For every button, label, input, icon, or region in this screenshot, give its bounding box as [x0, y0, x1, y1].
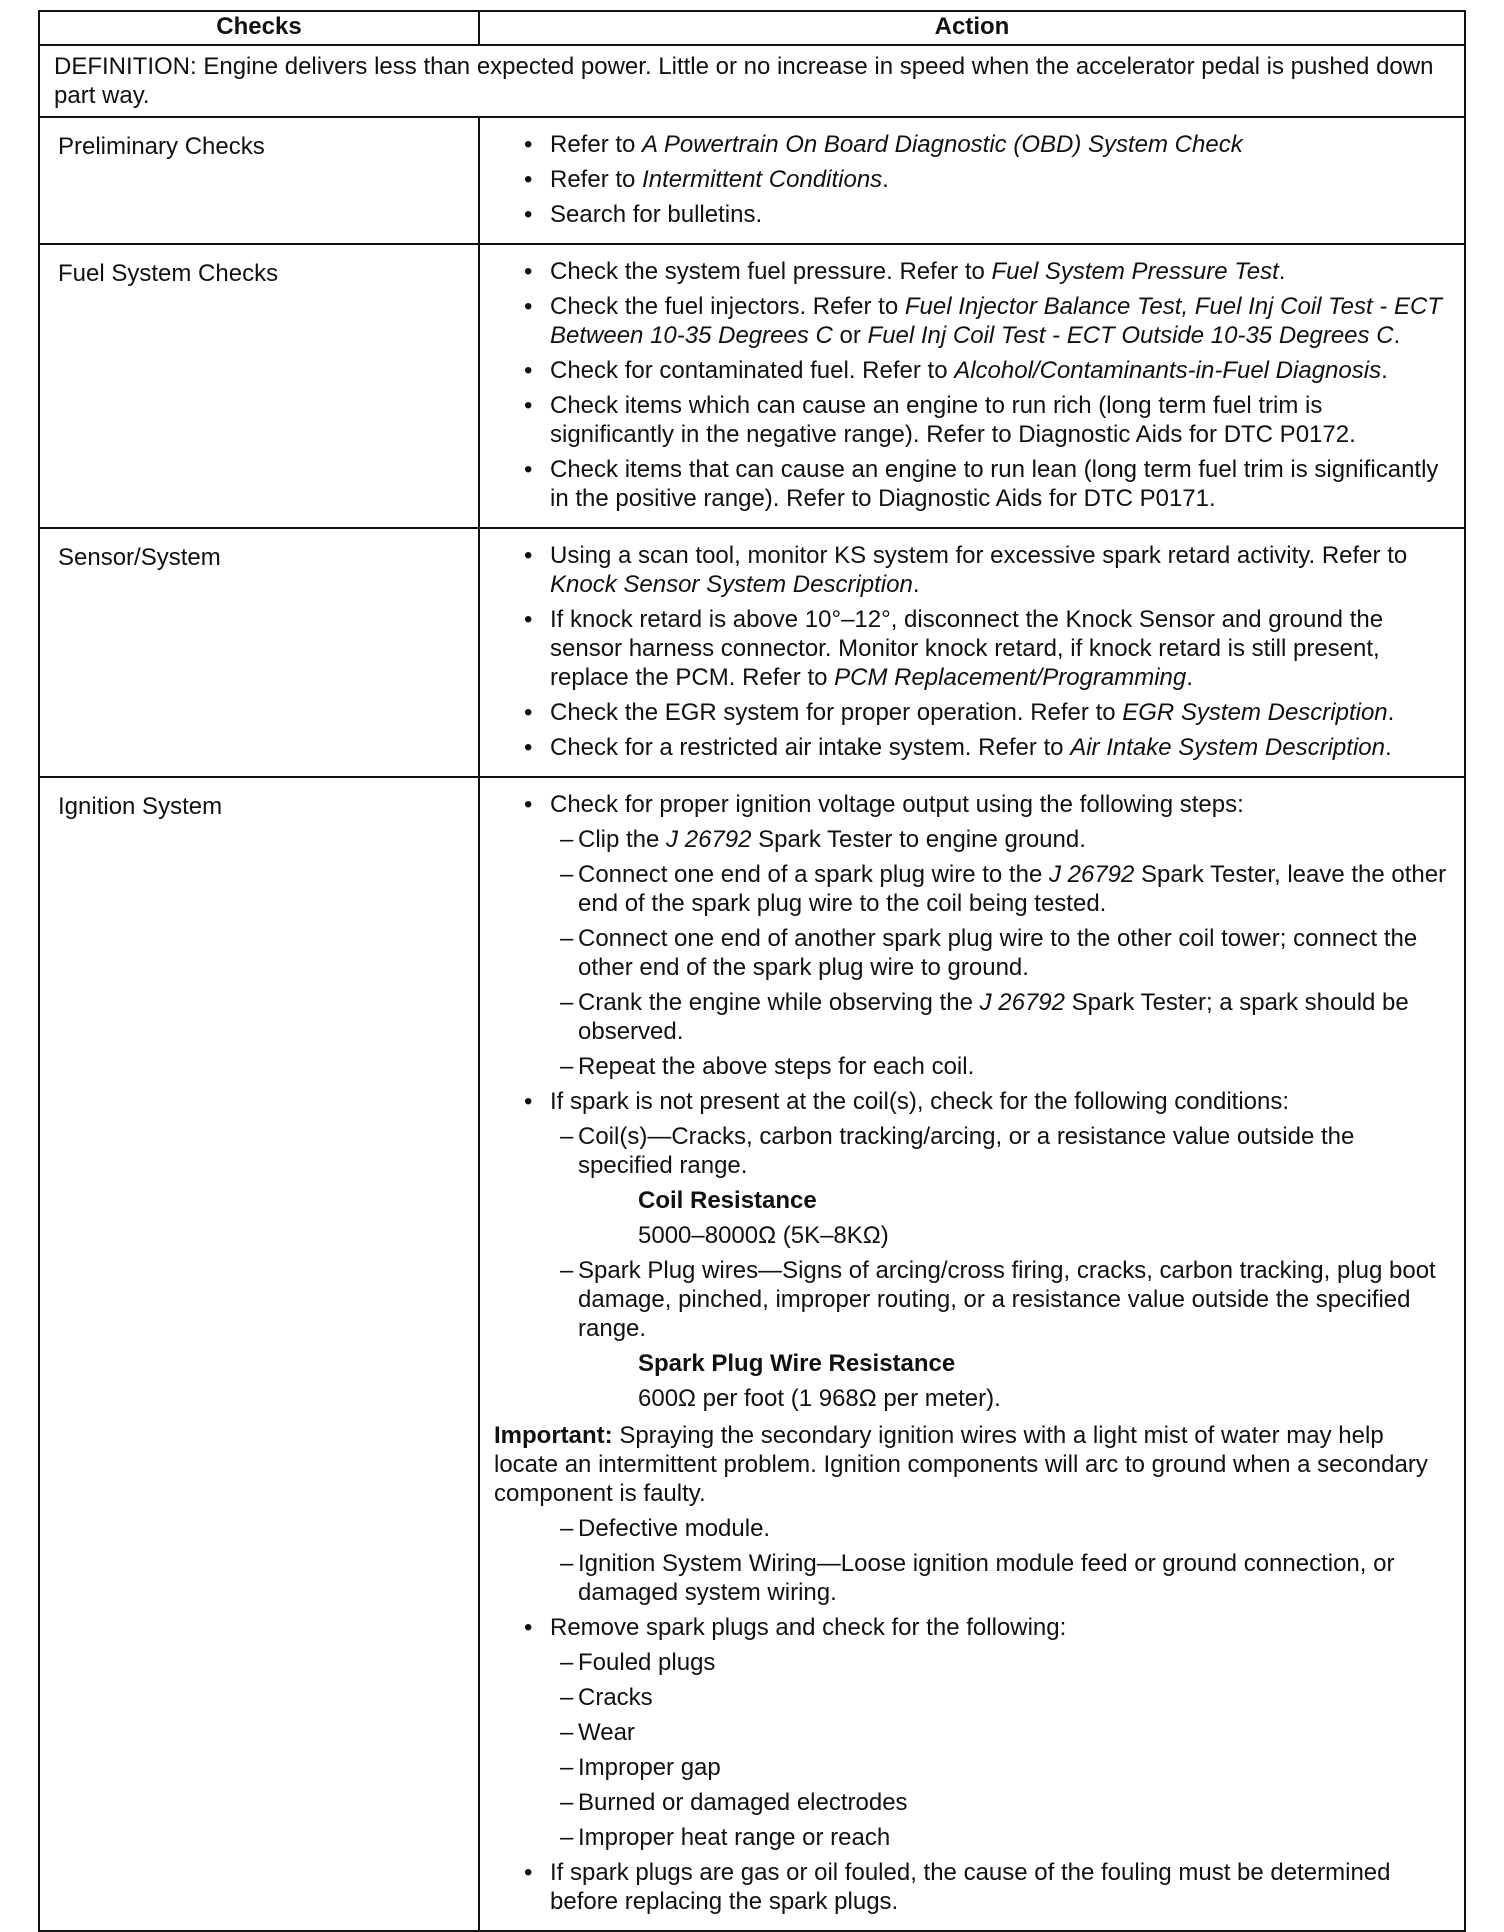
list-item: • Remove spark plugs and check for the following: [494, 1613, 1450, 1642]
sensor-actions [479, 528, 1465, 777]
wire-resistance-title: Spark Plug Wire Resistance [638, 1350, 956, 1377]
list-item: • Refer to A Powertrain On Board Diagnostic (OBD) System Check [494, 130, 1450, 159]
action-header: Action [479, 11, 1465, 45]
preliminary-label: Preliminary Checks [39, 117, 479, 244]
list-item: • If spark is not present at the coil(s), check for the following conditions: [494, 1087, 1450, 1116]
definition-text: DEFINITION: Engine delivers less than expected power. Little or no increase in speed when the accelerator pedal is pushed down part way. [39, 45, 1465, 117]
condition-item: – Spark Plug wires—Signs of arcing/cross firing, cracks, carbon tracking, plug boot damage, pinched, improper routing, or a resistance value outside the specified range. [494, 1256, 1450, 1343]
list-item: • Check for a restricted air intake system. Refer to Air Intake System Description. [494, 733, 1450, 762]
fuel-row [39, 244, 1465, 528]
ignition-row [39, 777, 1465, 1931]
step-item: – Connect one end of another spark plug wire to the other coil tower; connect the other end of the spark plug wire to ground. [494, 924, 1450, 982]
plug-check-item: – Wear [494, 1718, 1450, 1747]
list-item: • Check for proper ignition voltage output using the following steps: [494, 790, 1450, 819]
step-item: – Crank the engine while observing the J 26792 Spark Tester; a spark should be observed. [494, 988, 1450, 1046]
step-item: – Repeat the above steps for each coil. [494, 1052, 1450, 1081]
plug-check-item: – Fouled plugs [494, 1648, 1450, 1677]
checks-header: Checks [39, 11, 479, 45]
plug-check-item: – Cracks [494, 1683, 1450, 1712]
list-item: • Check the EGR system for proper operation. Refer to EGR System Description. [494, 698, 1450, 727]
sensor-row [39, 528, 1465, 777]
diagnostic-table [38, 10, 1466, 1932]
sensor-label: Sensor/System [39, 528, 479, 777]
list-item: • Check for contaminated fuel. Refer to Alcohol/Contaminants-in-Fuel Diagnosis. [494, 356, 1450, 385]
preliminary-actions [479, 117, 1465, 244]
coil-resistance-value: 5000–8000Ω (5K–8KΩ) [638, 1222, 889, 1249]
wire-resistance-value: 600Ω per foot (1 968Ω per meter). [638, 1385, 1001, 1412]
fuel-label: Fuel System Checks [39, 244, 479, 528]
condition-item: – Coil(s)—Cracks, carbon tracking/arcing, or a resistance value outside the specified range. [494, 1122, 1450, 1180]
list-item: • Check the fuel injectors. Refer to Fuel Injector Balance Test, Fuel Inj Coil Test - ECT Between 10-35 Degrees C or Fuel Inj Coil Test - ECT Outside 10-35 Degrees C. [494, 292, 1450, 350]
header-row [39, 11, 1465, 45]
step-item: – Connect one end of a spark plug wire to the J 26792 Spark Tester, leave the other end of the spark plug wire to the coil being tested. [494, 860, 1450, 918]
list-item: • Search for bulletins. [494, 200, 1450, 229]
condition-item: – Ignition System Wiring—Loose ignition module feed or ground connection, or damaged system wiring. [494, 1549, 1450, 1607]
ignition-actions [479, 777, 1465, 1931]
step-item: – Clip the J 26792 Spark Tester to engine ground. [494, 825, 1450, 854]
list-item: • Refer to Intermittent Conditions. [494, 165, 1450, 194]
list-item: • Check items which can cause an engine to run rich (long term fuel trim is significantly in the negative range). Refer to Diagnostic Aids for DTC P0172. [494, 391, 1450, 449]
plug-check-item: – Improper heat range or reach [494, 1823, 1450, 1852]
preliminary-row [39, 117, 1465, 244]
list-item: • Check items that can cause an engine to run lean (long term fuel trim is significantly in the positive range). Refer to Diagnostic Aids for DTC P0171. [494, 455, 1450, 513]
plug-check-item: – Improper gap [494, 1753, 1450, 1782]
plug-check-item: – Burned or damaged electrodes [494, 1788, 1450, 1817]
list-item: • If knock retard is above 10°–12°, disconnect the Knock Sensor and ground the sensor harness connector. Monitor knock retard, if knock retard is still present, replace the PCM. Refer to PCM Replacement/Programming. [494, 605, 1450, 692]
fuel-actions [479, 244, 1465, 528]
condition-item: – Defective module. [494, 1514, 1450, 1543]
important-note: Important: Spraying the secondary ignition wires with a light mist of water may help locate an intermittent problem. Ignition components will arc to ground when a secondary component is faulty. [494, 1422, 1428, 1507]
list-item: • Using a scan tool, monitor KS system for excessive spark retard activity. Refer to Knock Sensor System Description. [494, 541, 1450, 599]
coil-resistance-title: Coil Resistance [638, 1187, 817, 1214]
definition-row [39, 45, 1465, 117]
list-item: • If spark plugs are gas or oil fouled, the cause of the fouling must be determined before replacing the spark plugs. [494, 1858, 1450, 1916]
list-item: • Check the system fuel pressure. Refer to Fuel System Pressure Test. [494, 257, 1450, 286]
ignition-label: Ignition System [39, 777, 479, 1931]
